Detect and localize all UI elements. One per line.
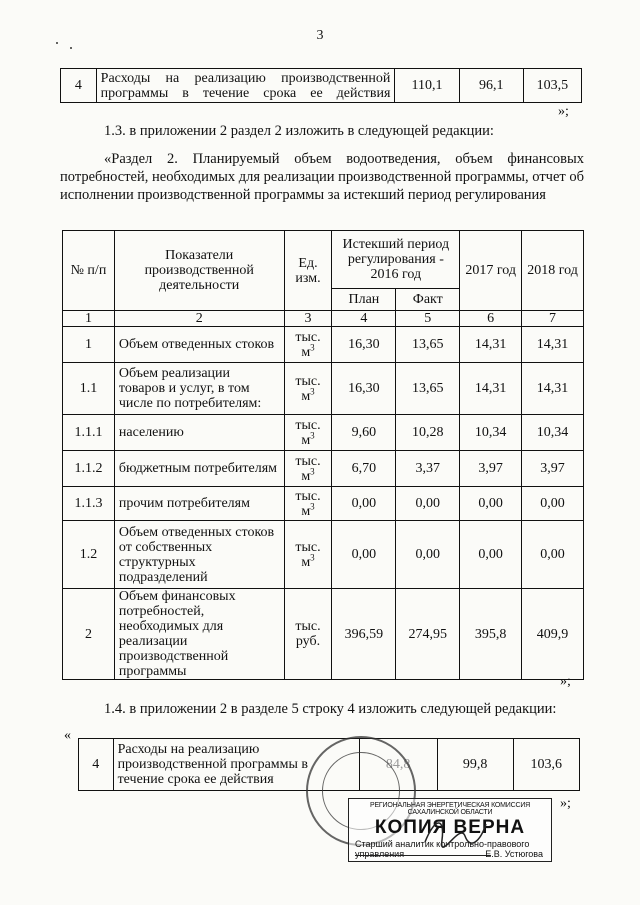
y2018-cell: 14,31 [522, 327, 584, 363]
value-cell: 110,1 [395, 69, 459, 103]
fact-cell: 10,28 [396, 415, 460, 451]
y2018-cell: 0,00 [522, 487, 584, 521]
page-number: 3 [316, 28, 324, 43]
unit-superscript: 3 [310, 429, 315, 440]
y2017-cell: 10,34 [460, 415, 522, 451]
y2017-cell: 3,97 [460, 451, 522, 487]
unit-text: тыс. м [295, 329, 321, 360]
plan-cell: 16,30 [332, 327, 396, 363]
row-label: Расходы на реализацию производственной программы в течение срока ее действия [113, 739, 359, 791]
header-fact: Факт [396, 289, 460, 311]
y2018-cell: 0,00 [522, 521, 584, 589]
row-label: прочим потребителям [114, 487, 284, 521]
value-cell: 99,8 [437, 739, 513, 791]
y2018-cell: 10,34 [522, 415, 584, 451]
table-row [63, 451, 584, 487]
paragraph-1-4: 1.4. в приложении 2 в разделе 5 строку 4 изложить следующей редакции: [104, 701, 557, 717]
y2017-cell: 0,00 [460, 521, 522, 589]
fact-cell: 0,00 [396, 487, 460, 521]
paragraph-1-3: 1.3. в приложении 2 раздел 2 изложить в следующей редакции: [104, 123, 494, 139]
column-number: 3 [284, 311, 332, 327]
row-label: Расходы на реализацию производственной программы в течение срока ее действия [96, 69, 395, 103]
y2018-cell: 409,9 [522, 589, 584, 680]
stamp-title: КОПИЯ ВЕРНА [374, 817, 526, 838]
fact-cell: 13,65 [396, 327, 460, 363]
unit-superscript: 3 [310, 341, 315, 352]
table-row [63, 363, 584, 415]
row-number: 4 [61, 69, 97, 103]
table-row [63, 415, 584, 451]
row-number: 1.1.1 [63, 415, 115, 451]
stamp-org: РЕГИОНАЛЬНАЯ ЭНЕРГЕТИЧЕСКАЯ КОМИССИЯ САХАЛИНСКОЙ ОБЛАСТИ [369, 802, 531, 816]
row-number: 1.1.3 [63, 487, 115, 521]
header-row [63, 231, 584, 289]
column-number: 4 [332, 311, 396, 327]
y2017-cell: 14,31 [460, 327, 522, 363]
quote-open: « [64, 728, 71, 743]
stamp-name: Е.В. Устюгова [485, 849, 543, 859]
fact-cell: 13,65 [396, 363, 460, 415]
value-cell: 103,5 [523, 69, 581, 103]
row-label: Объем реализации товаров и услуг, в том числе по потребителям: [114, 363, 284, 415]
plan-cell: 396,59 [332, 589, 396, 680]
unit-superscript: 3 [310, 465, 315, 476]
fact-cell: 274,95 [396, 589, 460, 680]
unit-text: тыс. м [295, 417, 321, 448]
header-num: № п/п [63, 231, 115, 311]
scan-speck [70, 47, 72, 49]
unit-cell [284, 327, 332, 363]
header-indicator: Показатели производственной деятельности [114, 231, 284, 311]
signature-line [355, 855, 491, 856]
y2017-cell: 395,8 [460, 589, 522, 680]
unit-superscript: 3 [310, 385, 315, 396]
y2018-cell: 14,31 [522, 363, 584, 415]
header-2017: 2017 год [460, 231, 522, 311]
row-number: 1.1.2 [63, 451, 115, 487]
value-cell: 96,1 [459, 69, 523, 103]
row-label: Объем отведенных стоков от собственных структурных подразделений [114, 521, 284, 589]
table-row [63, 327, 584, 363]
unit-superscript: 3 [310, 500, 315, 511]
plan-cell: 0,00 [332, 487, 396, 521]
row-label: Объем финансовых потребностей, необходимых для реализации производственной программы [114, 589, 284, 680]
y2017-cell: 0,00 [460, 487, 522, 521]
plan-cell: 16,30 [332, 363, 396, 415]
row-number: 1.2 [63, 521, 115, 589]
unit-cell [284, 415, 332, 451]
quote-end: »; [560, 796, 571, 811]
plan-cell: 9,60 [332, 415, 396, 451]
plan-cell: 6,70 [332, 451, 396, 487]
unit-superscript: 3 [310, 551, 315, 562]
y2018-cell: 3,97 [522, 451, 584, 487]
unit-cell: тыс. руб. [284, 589, 332, 680]
value-cell: 103,6 [513, 739, 579, 791]
column-numbers-row [63, 311, 584, 327]
table-row [61, 69, 582, 103]
main-table [62, 230, 584, 680]
header-unit: Ед. изм. [284, 231, 332, 311]
row-number: 1 [63, 327, 115, 363]
unit-text: тыс. м [295, 373, 321, 404]
unit-cell [284, 363, 332, 415]
row-number: 4 [79, 739, 114, 791]
quote-end: »; [560, 674, 571, 689]
table-row [63, 521, 584, 589]
unit-cell [284, 521, 332, 589]
unit-text: тыс. м [295, 539, 321, 570]
scan-speck [56, 42, 58, 44]
column-number: 5 [396, 311, 460, 327]
row-number: 2 [63, 589, 115, 680]
unit-cell [284, 487, 332, 521]
column-number: 1 [63, 311, 115, 327]
table-row [63, 589, 584, 680]
row-label: бюджетным потребителям [114, 451, 284, 487]
fact-cell: 3,37 [396, 451, 460, 487]
row-label: Объем отведенных стоков [114, 327, 284, 363]
row-number: 1.1 [63, 363, 115, 415]
header-period: Истекший период регулирования - 2016 год [332, 231, 460, 289]
plan-cell: 0,00 [332, 521, 396, 589]
stamp-position: Старший аналитик контрольно-правового управления [355, 839, 530, 859]
row-label: населению [114, 415, 284, 451]
y2017-cell: 14,31 [460, 363, 522, 415]
column-number: 7 [522, 311, 584, 327]
value-cell: 84,8 [359, 739, 437, 791]
unit-text: тыс. м [295, 453, 321, 484]
header-plan: План [332, 289, 396, 311]
column-number: 2 [114, 311, 284, 327]
fact-cell: 0,00 [396, 521, 460, 589]
unit-cell [284, 451, 332, 487]
header-2018: 2018 год [522, 231, 584, 311]
signature-icon [420, 812, 490, 852]
column-number: 6 [460, 311, 522, 327]
table-row [63, 487, 584, 521]
top-table [60, 68, 582, 103]
unit-text: тыс. м [295, 488, 321, 519]
paragraph-section-2: «Раздел 2. Планируемый объем водоотведения, объем финансовых потребностей, необходимых для реализации производственной программы, отчет об исполнении производственной программы за истекший период регулирования [60, 151, 584, 203]
quote-end: »; [558, 104, 569, 119]
